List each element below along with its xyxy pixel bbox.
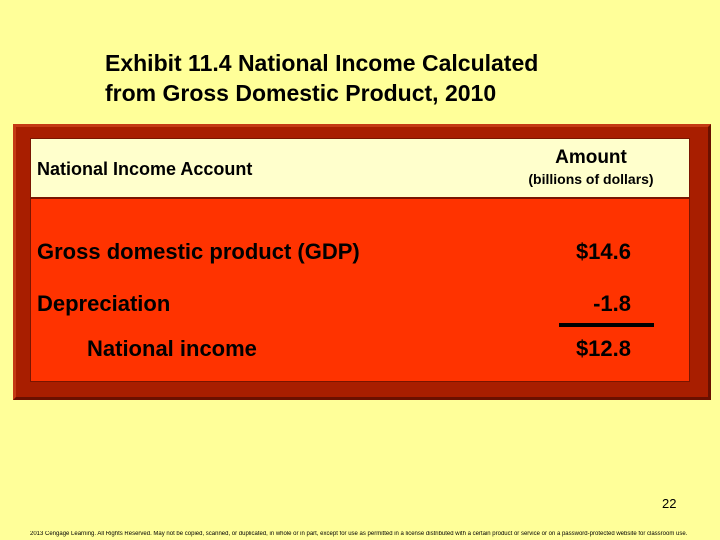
row-label: Depreciation <box>37 291 171 316</box>
sum-underline <box>559 323 654 327</box>
table-row-national-income <box>31 336 689 364</box>
row-value: $12.8 <box>575 336 631 361</box>
row-label: Gross domestic product (GDP) <box>37 239 360 264</box>
row-value: -1.8 <box>593 291 631 316</box>
amount-header-label: Amount <box>555 147 627 168</box>
table-row-gdp <box>31 239 689 267</box>
table-header-row <box>31 139 689 199</box>
table-body <box>31 199 689 381</box>
amount-header-units: (billions of dollars) <box>528 171 654 187</box>
table-row-depreciation <box>31 291 689 319</box>
amount-column-header <box>511 147 671 189</box>
national-income-table <box>30 138 690 382</box>
page-number: 22 <box>662 496 677 511</box>
row-value: $14.6 <box>575 239 631 264</box>
slide-title-line-1: Exhibit 11.4 National Income Calculated <box>105 50 539 76</box>
slide-title-line-2: from Gross Domestic Product, 2010 <box>105 80 497 106</box>
account-column-header: National Income Account <box>37 159 253 179</box>
row-label: National income <box>87 336 257 361</box>
slide-title <box>105 48 665 108</box>
copyright-notice: 2013 Cengage Learning. All Rights Reserved. May not be copied, scanned, or duplicated, in whole or in part, except for use as permitted in a license distributed with a certain product or service or on a password-protected website for classroom use. <box>30 531 688 537</box>
